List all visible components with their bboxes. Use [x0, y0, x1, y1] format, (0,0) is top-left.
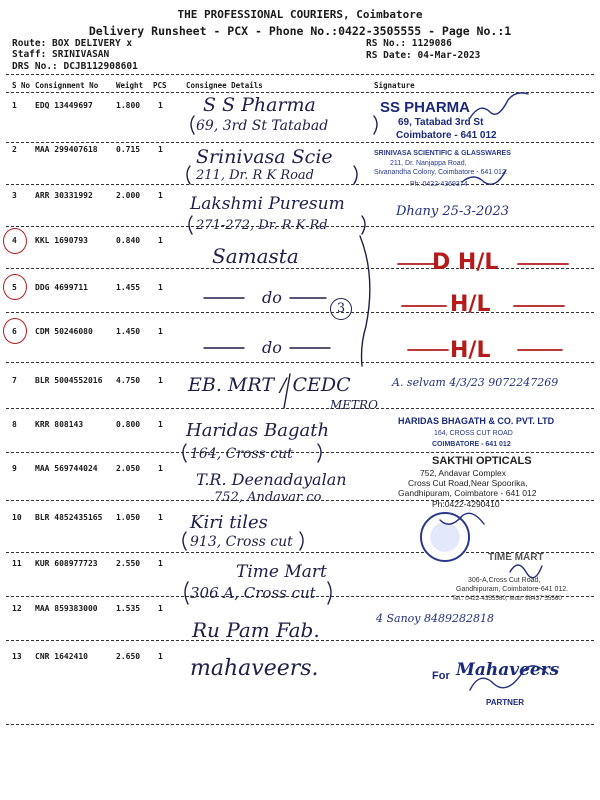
handwritten-address: METRO — [330, 398, 378, 412]
row-consignment: ARR 30331992 — [35, 191, 93, 200]
row-sno: 1 — [12, 101, 17, 110]
timemart-stamp-phone: Tel.: 0422-4355560, Mob: 98437 55560 — [452, 595, 562, 602]
handwritten-address: 271-272, Dr. R K Rd — [196, 218, 328, 233]
srinivasa-stamp-phone: Ph: 0422-4369374 — [410, 181, 468, 188]
handwritten-address: 211, Dr. R K Road — [196, 168, 315, 183]
staff-label: Staff: SRINIVASAN — [12, 49, 110, 60]
sakthi-stamp-phone: Ph:0422-4290410 — [432, 499, 500, 509]
row-pcs: 1 — [158, 191, 163, 200]
srinivasa-stamp-addr: 211, Dr. Nanjappa Road, — [390, 160, 467, 167]
red-hold-mark: D H/L — [432, 250, 499, 275]
sakthi-stamp-name: SAKTHI OPTICALS — [432, 455, 532, 467]
col-sno: S No — [12, 81, 31, 90]
row-weight: 4.750 — [116, 376, 141, 385]
ss-pharma-stamp-addr: 69, Tatabad 3rd St — [398, 117, 484, 128]
row-consignment: DDG 4699711 — [35, 283, 88, 292]
timemart-stamp-name: TIME MART — [488, 552, 544, 563]
sakthi-stamp-addr1: 752, Andavar Complex — [420, 468, 506, 478]
row-sno: 8 — [12, 420, 17, 429]
haridas-stamp-city: COIMBATORE - 641 012 — [432, 441, 511, 448]
row-sno: 3 — [12, 191, 17, 200]
company-title: THE PROFESSIONAL COURIERS, Coimbatore — [177, 8, 423, 21]
row-consignment: CNR 1642410 — [35, 652, 88, 661]
row-pcs: 1 — [158, 236, 163, 245]
row-weight: 1.450 — [116, 327, 141, 336]
handwritten-address: 69, 3rd St Tatabad — [196, 118, 329, 134]
mahaveers-stamp-partner: PARTNER — [486, 698, 525, 707]
drs-number: DRS No.: DCJB112908601 — [12, 61, 138, 72]
row-sno: 5 — [12, 283, 17, 292]
handwritten-consignee: Srinivasa Scie — [196, 146, 333, 168]
row-pcs: 1 — [158, 376, 163, 385]
mahaveers-stamp-name: Mahaveers — [456, 660, 560, 680]
handwritten-address: 164, Cross cut — [190, 446, 293, 462]
handwritten-consignee: T.R. Deenadayalan — [196, 470, 347, 489]
sakthi-stamp-addr3: Gandhipuram, Coimbatore - 641 012 — [398, 488, 537, 498]
col-pcs: PCS — [153, 81, 167, 90]
row-sno: 7 — [12, 376, 17, 385]
srinivasa-stamp-addr2: Sivanandha Colony, Coimbatore - 641 012. — [374, 169, 508, 176]
handwritten-consignee: Lakshmi Puresum — [190, 194, 345, 214]
sakthi-stamp-addr2: Cross Cut Road,Near Spoorika, — [408, 478, 528, 488]
col-consignee: Consignee Details — [186, 81, 263, 90]
row-consignment: KRR 808143 — [35, 420, 84, 429]
row-weight: 2.000 — [116, 191, 141, 200]
row-consignment: MAA 569744024 — [35, 464, 98, 473]
row-weight: 2.550 — [116, 559, 141, 568]
row-sno: 12 — [12, 604, 22, 613]
haridas-stamp-addr: 164, CROSS CUT ROAD — [434, 430, 513, 437]
row-pcs: 1 — [158, 652, 163, 661]
handwritten-consignee: Kiri tiles — [190, 512, 268, 533]
runsheet-title: Delivery Runsheet - PCX - Phone No.:0422-3505555 - Page No.:1 — [88, 24, 512, 38]
row-weight: 1.535 — [116, 604, 141, 613]
route-label: Route: BOX DELIVERY x — [12, 38, 133, 49]
row-consignment: KKL 1690793 — [35, 236, 88, 245]
rs-date: RS Date: 04-Mar-2023 — [366, 50, 481, 61]
red-hold-mark: H/L — [450, 292, 491, 317]
handwritten-circled-count: 3 — [330, 298, 352, 320]
ss-pharma-stamp-name: SS PHARMA — [380, 99, 471, 116]
timemart-stamp-addr2: Gandhipuram, Coimbatore-641 012. — [456, 586, 569, 593]
row-sno: 6 — [12, 327, 17, 336]
col-signature: Signature — [374, 81, 415, 90]
timemart-stamp-addr1: 306-A,Cross Cut Road, — [468, 577, 541, 584]
handwritten-consignee: Samasta — [212, 244, 299, 268]
handwritten-consignee: EB. MRT / CEDC — [188, 374, 351, 396]
row-pcs: 1 — [158, 283, 163, 292]
haridas-stamp-name: HARIDAS BHAGATH & CO. PVT. LTD — [398, 416, 555, 426]
handwritten-signature: A. selvam 4/3/23 9072247269 — [392, 376, 559, 389]
row-sno: 4 — [12, 236, 17, 245]
row-sno: 10 — [12, 513, 22, 522]
row-consignment: EDQ 13449697 — [35, 101, 93, 110]
row-pcs: 1 — [158, 145, 163, 154]
handwritten-ditto: do — [262, 288, 282, 307]
row-consignment: BLR 5004552016 — [35, 376, 103, 385]
row-pcs: 1 — [158, 513, 163, 522]
handwritten-address: 306 A, Cross cut — [190, 584, 316, 602]
row-consignment: BLR 4852435165 — [35, 513, 103, 522]
row-consignment: MAA 299407618 — [35, 145, 98, 154]
row-consignment: CDM 50246080 — [35, 327, 93, 336]
handwritten-consignee: S S Pharma — [203, 94, 316, 116]
row-sno: 9 — [12, 464, 17, 473]
handwritten-consignee: Haridas Bagath — [186, 420, 330, 441]
rs-number: RS No.: 1129086 — [366, 38, 452, 49]
row-consignment: MAA 859383000 — [35, 604, 98, 613]
row-weight: 1.800 — [116, 101, 141, 110]
ss-pharma-stamp-city: Coimbatore - 641 012 — [396, 130, 497, 141]
row-pcs: 1 — [158, 559, 163, 568]
handwritten-consignee: mahaveers. — [190, 656, 319, 681]
handwritten-consignee: Ru Pam Fab. — [192, 618, 320, 642]
red-hold-mark: H/L — [450, 338, 491, 363]
col-consignment: Consignment No — [35, 81, 99, 90]
row-pcs: 1 — [158, 327, 163, 336]
col-weight: Weight — [116, 81, 144, 90]
row-sno: 13 — [12, 652, 22, 661]
row-weight: 1.455 — [116, 283, 141, 292]
row-weight: 0.840 — [116, 236, 141, 245]
row-pcs: 1 — [158, 420, 163, 429]
row-weight: 2.050 — [116, 464, 141, 473]
row-consignment: KUR 608977723 — [35, 559, 98, 568]
row-sno: 2 — [12, 145, 17, 154]
mahaveers-stamp-for: For — [432, 670, 450, 682]
handwritten-signature: 4 Sanoy 8489282818 — [376, 612, 494, 625]
row-weight: 0.715 — [116, 145, 141, 154]
row-pcs: 1 — [158, 464, 163, 473]
handwritten-address: 752, Andavar co — [214, 490, 322, 505]
row-pcs: 1 — [158, 101, 163, 110]
handwritten-address: 913, Cross cut — [190, 534, 293, 550]
handwritten-consignee: Time Mart — [236, 562, 327, 582]
row-sno: 11 — [12, 559, 22, 568]
srinivasa-stamp-name: SRINIVASA SCIENTIFIC & GLASSWARES — [374, 150, 511, 157]
row-pcs: 1 — [158, 604, 163, 613]
handwritten-signature: Dhany 25-3-2023 — [396, 204, 510, 219]
row-weight: 2.650 — [116, 652, 141, 661]
row-weight: 0.800 — [116, 420, 141, 429]
row-weight: 1.050 — [116, 513, 141, 522]
handwritten-ditto: do — [262, 338, 282, 357]
